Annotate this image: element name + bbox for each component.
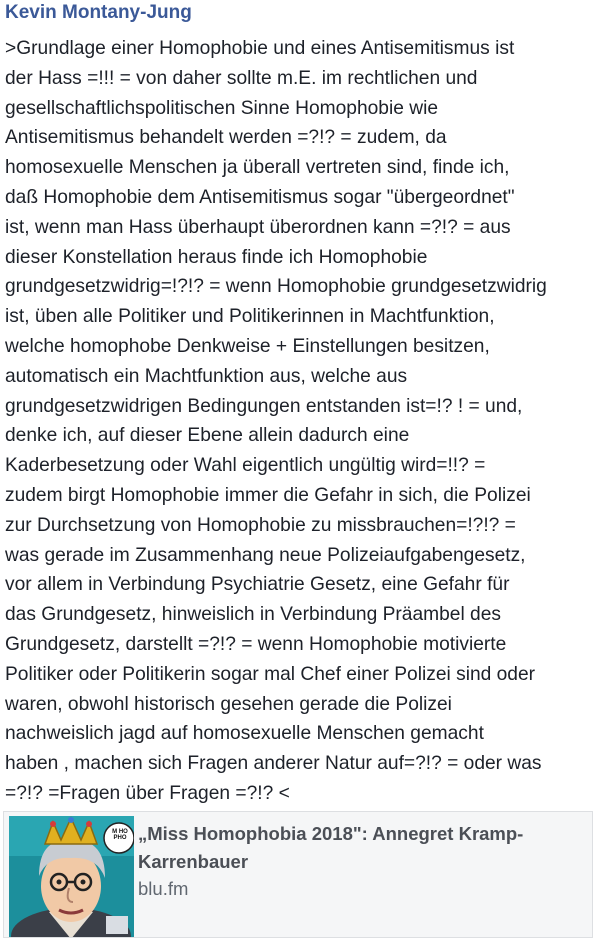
post-text-line: automatisch ein Machtfunktion aus, welche aus (5, 365, 408, 387)
post-text-line: daß Homophobie dem Antisemitismus sogar "übergeordnet" (5, 186, 515, 208)
post-text-line: nachweislich jagd auf homosexuelle Menschen gemacht (5, 723, 484, 745)
link-preview-thumbnail (9, 816, 134, 938)
post-text-line: homosexuelle Menschen ja überall vertreten sind, finde ich, (5, 157, 510, 179)
post-text-line: ist, üben alle Politiker und Politikerinnen in Machtfunktion, (5, 306, 495, 328)
post-text-line: der Hass =!!! = von daher sollte m.E. im rechtlichen und (5, 67, 478, 89)
post-text-line: Politiker oder Politikerin sogar mal Chef einer Polizei sind oder (5, 663, 536, 685)
post-text-line: ist, wenn man Hass überhaupt überordnen kann =?!? = aus (5, 216, 511, 238)
post-text-line: welche homophobe Denkweise + Einstellungen besitzen, (5, 335, 490, 357)
post-text-line: =?!? =Fragen über Fragen =?!? < (5, 782, 290, 804)
post-author-name[interactable]: Kevin Montany-Jung (5, 2, 192, 23)
post-body-text (5, 34, 593, 809)
post-text-line: was gerade im Zusammenhang neue Polizeiaufgabengesetz, (5, 544, 526, 566)
post-text-line: dieser Konstellation heraus finde ich Homophobie (5, 246, 428, 268)
post-text-line: Kaderbesetzung oder Wahl eigentlich ungültig wird=!!? = (5, 455, 486, 477)
post-text-line: zudem birgt Homophobie immer die Gefahr in sich, die Polizei (5, 484, 531, 506)
post-text-line: haben , machen sich Fragen anderer Natur auf=?!? = oder was (5, 753, 542, 775)
link-preview-card[interactable] (3, 811, 593, 938)
link-preview-title[interactable]: „Miss Homophobia 2018": Annegret Kramp-Karrenbauer (138, 823, 524, 872)
post-text-line: grundgesetzwidrig=!?!? = wenn Homophobie grundgesetzwidrig (5, 276, 547, 298)
post-text-line: denke ich, auf dieser Ebene allein dadurch eine (5, 425, 410, 447)
post-text-line: waren, obwohl historisch gesehen gerade die Polizei (5, 693, 452, 715)
link-preview-domain: blu.fm (138, 878, 189, 899)
miss-homophobia-badge: M HO PHO (112, 829, 128, 841)
post-text-line: vor allem in Verbindung Psychiatrie Gesetz, eine Gefahr für (5, 574, 510, 596)
post-text-line: das Grundgesetz, hinweislich in Verbindung Präambel des (5, 604, 501, 626)
post-text-line: >Grundlage einer Homophobie und eines Antisemitismus ist (5, 38, 515, 59)
post-text-line: gesellschaftlichspolitischen Sinne Homophobie wie (5, 97, 439, 119)
post-text-line: grundgesetzwidrigen Bedingungen entstanden ist=!? ! = und, (5, 395, 523, 417)
post-text-line: Grundgesetz, darstellt =?!? = wenn Homophobie motivierte (5, 633, 507, 655)
post-text-line: zur Durchsetzung von Homophobie zu missbrauchen=!?!? = (5, 514, 516, 536)
post-text-line: Antisemitismus behandelt werden =?!? = zudem, da (5, 127, 447, 149)
